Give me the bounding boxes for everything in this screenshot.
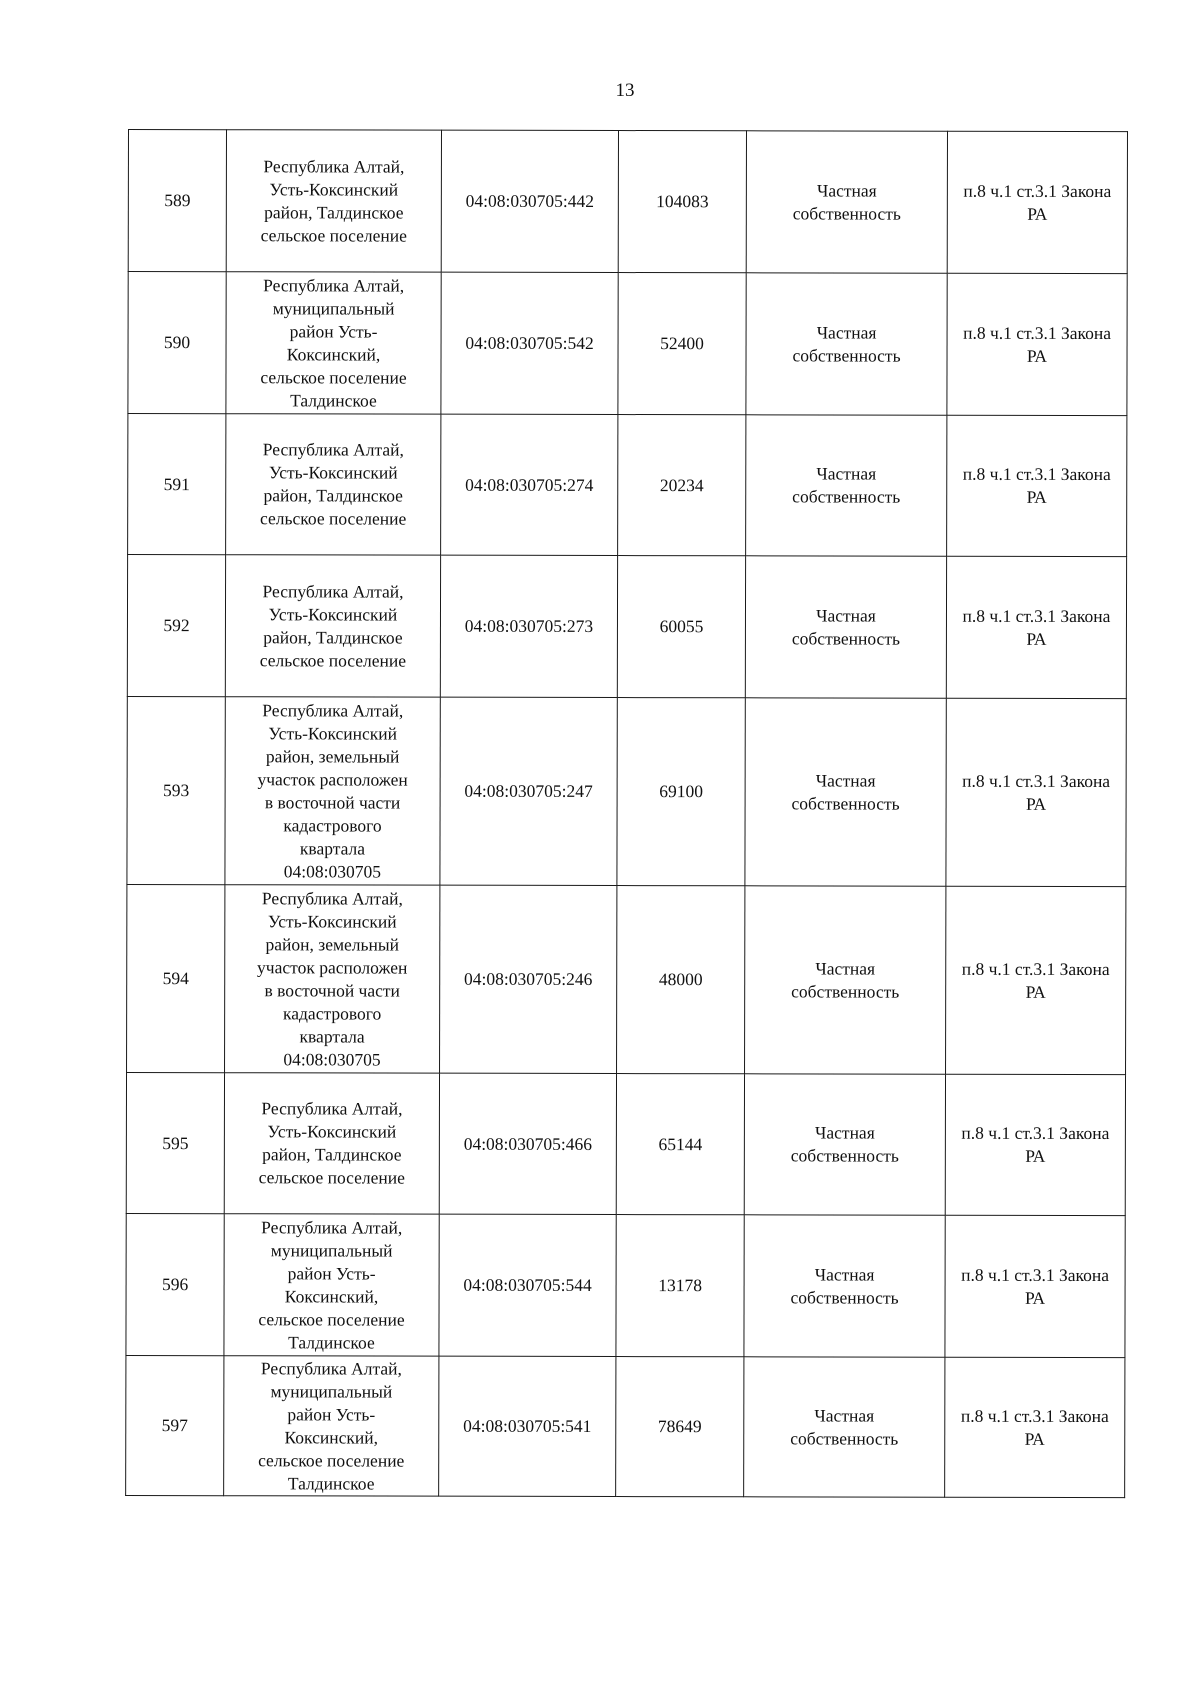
legal-basis-cell: п.8 ч.1 ст.3.1 Закона РА — [945, 1215, 1125, 1357]
area-cell: 60055 — [617, 556, 745, 698]
table-row — [128, 130, 1127, 274]
table-row — [126, 1072, 1125, 1215]
table-row — [127, 884, 1126, 1074]
area-cell: 78649 — [616, 1357, 744, 1497]
row-number-cell: 596 — [126, 1213, 224, 1355]
cadastral-number-cell: 04:08:030705:246 — [440, 885, 617, 1073]
table-row — [126, 1213, 1125, 1357]
area-cell: 104083 — [618, 131, 746, 273]
legal-basis-cell: п.8 ч.1 ст.3.1 Закона РА — [945, 1074, 1125, 1215]
area-cell: 65144 — [616, 1074, 744, 1215]
land-plots-table — [125, 129, 1128, 1498]
address-cell: Республика Алтай, муниципальный район Усть- Коксинский, сельское поселение Талдинское — [224, 1214, 439, 1356]
cadastral-number-cell: 04:08:030705:247 — [440, 697, 617, 885]
cadastral-number-cell: 04:08:030705:541 — [439, 1356, 616, 1496]
legal-basis-cell: п.8 ч.1 ст.3.1 Закона РА — [946, 886, 1126, 1074]
address-cell: Республика Алтай, Усть-Коксинский район, Талдинское сельское поселение — [224, 1073, 439, 1214]
ownership-cell: Частная собственность — [744, 1074, 945, 1215]
row-number-cell: 590 — [128, 272, 226, 414]
table-row — [127, 555, 1126, 699]
ownership-cell: Частная собственность — [744, 1215, 945, 1357]
row-number-cell: 592 — [127, 555, 225, 697]
row-number-cell: 594 — [127, 884, 225, 1072]
area-cell: 48000 — [617, 886, 745, 1074]
cadastral-number-cell: 04:08:030705:442 — [441, 130, 618, 272]
cadastral-number-cell: 04:08:030705:542 — [441, 272, 618, 414]
area-cell: 20234 — [618, 415, 746, 556]
ownership-cell: Частная собственность — [745, 886, 946, 1074]
address-cell: Республика Алтай, Усть-Коксинский район, Талдинское сельское поселение — [225, 555, 440, 697]
ownership-cell: Частная собственность — [746, 273, 947, 415]
address-cell: Республика Алтай, Усть-Коксинский район, земельный участок расположен в восточной части кадастрового квартала 04:08:030705 — [225, 885, 440, 1073]
cadastral-number-cell: 04:08:030705:466 — [439, 1073, 616, 1214]
table-row — [128, 272, 1127, 416]
area-cell: 52400 — [618, 273, 746, 415]
ownership-cell: Частная собственность — [745, 698, 946, 886]
row-number-cell: 597 — [126, 1355, 224, 1495]
table-row — [128, 414, 1127, 557]
table-row — [127, 696, 1126, 886]
ownership-cell: Частная собственность — [745, 556, 946, 698]
page-number: 13 — [615, 80, 635, 101]
address-cell: Республика Алтай, муниципальный район Усть- Коксинский, сельское поселение Талдинское — [226, 272, 441, 414]
area-cell: 69100 — [617, 698, 745, 886]
area-cell: 13178 — [616, 1215, 744, 1357]
address-cell: Республика Алтай, Усть-Коксинский район, Талдинское сельское поселение — [226, 130, 441, 272]
table-row — [126, 1355, 1125, 1497]
table-body — [126, 130, 1128, 1498]
legal-basis-cell: п.8 ч.1 ст.3.1 Закона РА — [947, 415, 1127, 556]
ownership-cell: Частная собственность — [746, 415, 947, 556]
ownership-cell: Частная собственность — [744, 1357, 945, 1497]
legal-basis-cell: п.8 ч.1 ст.3.1 Закона РА — [946, 698, 1126, 886]
legal-basis-cell: п.8 ч.1 ст.3.1 Закона РА — [947, 131, 1127, 273]
cadastral-number-cell: 04:08:030705:274 — [441, 414, 618, 555]
ownership-cell: Частная собственность — [746, 131, 947, 273]
address-cell: Республика Алтай, Усть-Коксинский район, земельный участок расположен в восточной части кадастрового квартала 04:08:030705 — [225, 697, 440, 885]
row-number-cell: 595 — [126, 1072, 224, 1213]
address-cell: Республика Алтай, муниципальный район Усть- Коксинский, сельское поселение Талдинское — [224, 1356, 439, 1496]
address-cell: Республика Алтай, Усть-Коксинский район, Талдинское сельское поселение — [226, 414, 441, 555]
row-number-cell: 593 — [127, 696, 225, 884]
row-number-cell: 591 — [128, 414, 226, 555]
legal-basis-cell: п.8 ч.1 ст.3.1 Закона РА — [946, 556, 1126, 698]
cadastral-number-cell: 04:08:030705:544 — [439, 1214, 616, 1356]
legal-basis-cell: п.8 ч.1 ст.3.1 Закона РА — [945, 1357, 1125, 1497]
cadastral-number-cell: 04:08:030705:273 — [440, 555, 617, 697]
legal-basis-cell: п.8 ч.1 ст.3.1 Закона РА — [947, 273, 1127, 415]
row-number-cell: 589 — [128, 130, 226, 272]
